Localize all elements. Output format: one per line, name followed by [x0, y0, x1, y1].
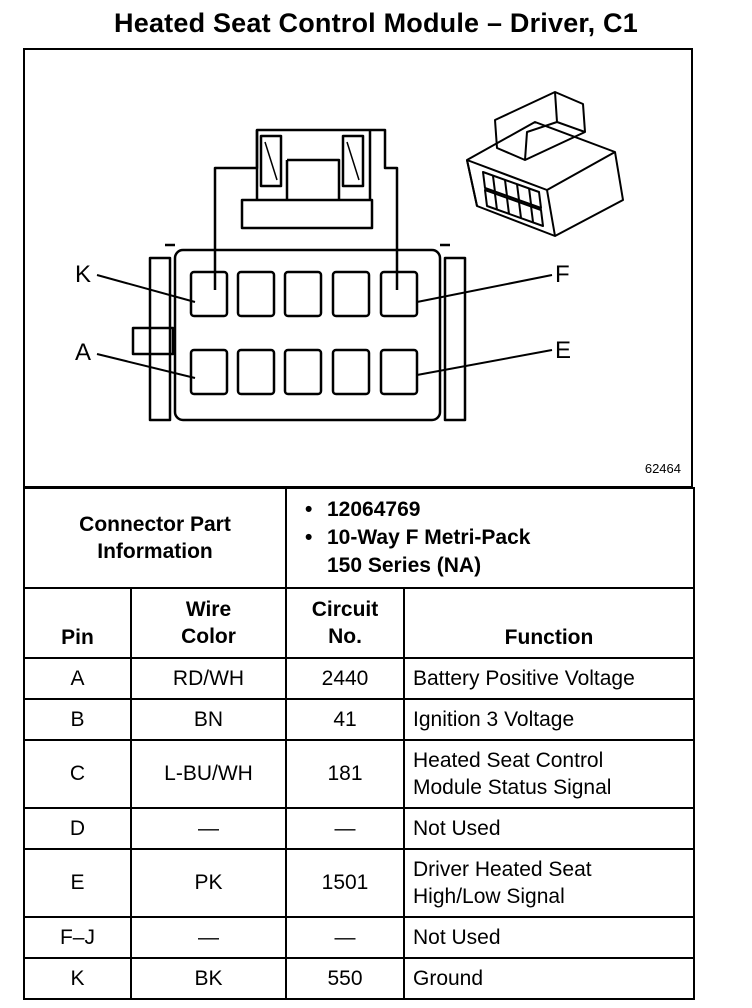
connector-info-label-line2: Information — [97, 540, 213, 563]
function-line1: Heated Seat Control — [413, 749, 604, 772]
connector-info-row — [24, 488, 694, 588]
connector-face-drawing — [25, 50, 691, 486]
pin-label-a: A — [75, 339, 92, 366]
header-circuit-line1: Circuit — [311, 598, 379, 621]
pin-cell: E — [24, 849, 131, 917]
pin-cell: A — [24, 658, 131, 699]
header-function: Function — [404, 588, 694, 658]
function-line2: High/Low Signal — [413, 885, 565, 908]
circuit-cell: 181 — [286, 740, 404, 808]
table-row — [24, 917, 694, 958]
function-line1: Driver Heated Seat — [413, 858, 592, 881]
figure-number: 62464 — [644, 461, 681, 476]
pin-cell: D — [24, 808, 131, 849]
page-title: Heated Seat Control Module – Driver, C1 — [114, 8, 638, 38]
wire-color-cell: — — [131, 808, 286, 849]
header-wire-color-line2: Color — [181, 625, 236, 648]
pin-label-k: K — [75, 261, 92, 288]
table-row — [24, 658, 694, 699]
part-number: • 12064769 — [327, 496, 685, 524]
header-pin: Pin — [24, 588, 131, 658]
function-cell: Not Used — [404, 917, 694, 958]
connector-type-line2: 150 Series (NA) — [327, 554, 482, 577]
pin-label-e: E — [555, 337, 572, 364]
pin-cell: F–J — [24, 917, 131, 958]
wire-color-cell: — — [131, 917, 286, 958]
table-header-row — [24, 588, 694, 658]
pinout-table — [23, 487, 695, 1000]
function-line2: Module Status Signal — [413, 776, 612, 799]
function-cell: Battery Positive Voltage — [404, 658, 694, 699]
header-wire-color — [131, 588, 286, 658]
pin-label-f: F — [555, 261, 570, 288]
function-cell: Ground — [404, 958, 694, 999]
function-cell — [404, 849, 694, 917]
pin-cell: B — [24, 699, 131, 740]
function-cell: Ignition 3 Voltage — [404, 699, 694, 740]
header-circuit-no — [286, 588, 404, 658]
connector-info-values — [286, 488, 694, 588]
table-row — [24, 740, 694, 808]
circuit-cell: 550 — [286, 958, 404, 999]
circuit-cell: 2440 — [286, 658, 404, 699]
connector-type-line1: • 10-Way F Metri-Pack — [327, 524, 685, 552]
wire-color-cell: BK — [131, 958, 286, 999]
wire-color-cell: L-BU/WH — [131, 740, 286, 808]
wire-color-cell: RD/WH — [131, 658, 286, 699]
wire-color-cell: PK — [131, 849, 286, 917]
table-row — [24, 699, 694, 740]
function-cell: Not Used — [404, 808, 694, 849]
table-row — [24, 849, 694, 917]
pin-cell: K — [24, 958, 131, 999]
connector-info-label-line1: Connector Part — [79, 513, 231, 536]
connector-info-label — [24, 488, 286, 588]
table-row — [24, 808, 694, 849]
header-wire-color-line1: Wire — [185, 598, 232, 621]
circuit-cell: — — [286, 808, 404, 849]
circuit-cell: 1501 — [286, 849, 404, 917]
table-row — [24, 958, 694, 999]
header-circuit-line2: No. — [328, 625, 362, 648]
pin-cell: C — [24, 740, 131, 808]
connector-diagram — [23, 48, 693, 488]
circuit-cell: — — [286, 917, 404, 958]
circuit-cell: 41 — [286, 699, 404, 740]
wire-color-cell: BN — [131, 699, 286, 740]
function-cell — [404, 740, 694, 808]
